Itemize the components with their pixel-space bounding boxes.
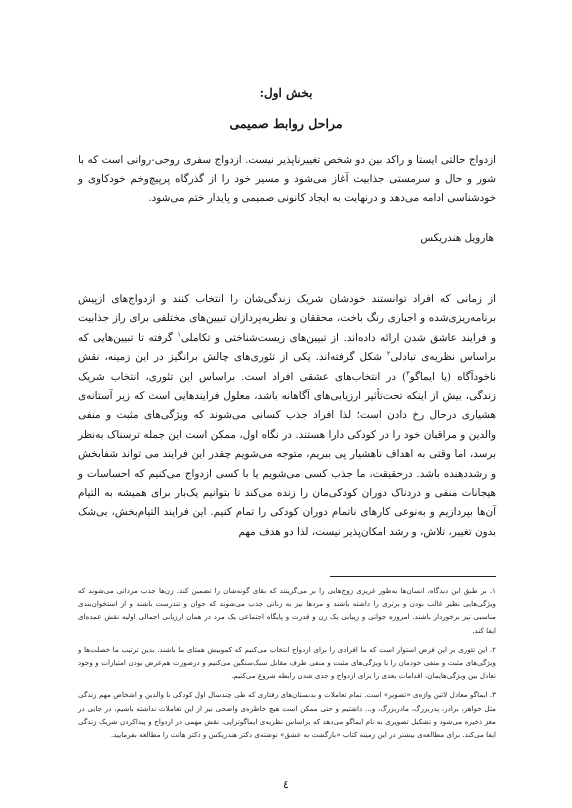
intro-paragraph: ازدواج حالتی ایستا و راکد بین دو شخص تغییرناپذیر نیست. ازدواج سفری روحی-روانی است که با شور و حال و سرمستی جذابیت آغاز می‌شود و مسیر خود را از گذرگاه پرپیچ‌وخم خودکاوی و خودشناسی ادامه می‌دهد و درنهایت به ایجاد کانونی صمیمی و پایدار ختم می‌شود. [78, 154, 496, 204]
footnote-2: ۲. این تئوری بر این فرض استوار است که ما افرادی را برای ازدواج انتخاب می‌کنیم که کموبیش همتای ما باشند. بدین ترتیب ما خصلت‌ها و ویژگی‌های مثبت و منفی خودمان را با ویژگی‌های مثبت و منفی طرف مقابل سبک‌سنگین می‌کنیم و درصورت هم‌عرض بودن امتیازات و وجود تعادل بین ویژگی‌هایمان، اقدامات بعدی را برای ازدواج و جدی شدن رابطه شروع می‌کنیم. [78, 644, 496, 681]
footnote-3: ۳. ایماگو معادل لاتین واژه‌ی «تصویر» است. تمام تعاملات و بدبستان‌های رفتاری که طی چندسال اول کودکی با والدین و اشخاص مهم زندگی مثل خواهر، برادر، پدربزرگ، مادربزرگ، و... داشتیم و حتی ممکن است هیچ خاطره‌ی واضحی نیز از این تعاملات نداشته باشیم، در جایی در مغز ذخیره می‌شود و تشکیل تصویری به نام ایماگو می‌دهد که براساس نظریه‌ی ایماگوتراپی، نقش مهمی در ازدواج و پیداکردن شریک زندگی ایفا می‌کند. برای مطالعه‌ی بیشتر در این زمینه کتاب «بازگشت به عشق» نوشته‌ی دکتر هندریکس و دکتر هانت را مطالعه بفرمایید. [78, 690, 496, 740]
intro-quote [78, 151, 496, 208]
body-text-part-1: از زمانی که افراد توانستند خودشان شریک زندگی‌شان را انتخاب کنند و ازدواج‌های ازپیش برنامه‌ریزی‌شده و اجباری رنگ باخت، محققان و نظریه‌پردازان تبیین‌های مختلفی برای راز جذابیت و فرایند عاشق شدن ارائه داده‌اند. از تبیین‌های زیست‌شناختی و تکاملی [78, 293, 496, 344]
section-label: بخش اول: [259, 86, 313, 100]
body-text [78, 290, 496, 542]
footnote-ref-1[interactable]: ۱ [177, 330, 181, 339]
footnote-ref-2[interactable]: ۲ [386, 349, 391, 358]
body-paragraph [78, 290, 496, 542]
footnote-1: ۱. بر طبق این دیدگاه، انسان‌ها به‌طور غریزی زوج‌هایی را بر می‌گزینند که بقای گونه‌شان را تضمین کند. زن‌ها جذب مردانی می‌شوند که ویژگی‌هایی نظیر غالب بودن و برتری را داشته باشند و مردها نیز به زنانی جذب می‌شوند که جوان و تندرست باشند و از استخوان‌بندی مناسبی نیز برخوردار باشند. امروزه جوانی و زیبایی یک زن و قدرت و پایگاه اجتماعی یک مرد در همان ارزیابی اجمالی اولیه نقش عمده‌ای ایفا کند. [78, 586, 496, 635]
footnote-ref-3[interactable]: ۳ [406, 369, 410, 378]
footnotes [78, 584, 496, 747]
quote-author: هارویل هندریکس [420, 232, 494, 244]
body-text-part-3: شکل گرفته‌اند. یکی از تئوری‌های چالش برانگیز در این زمینه، نقش ناخودآگاه (یا ایماگو [78, 351, 496, 383]
page-number: ٤ [283, 778, 289, 791]
footnote-divider [330, 576, 496, 577]
body-text-part-2: گرفته تا تبیین‌هایی که براساس نظریه‌ی تبادلی [78, 331, 496, 364]
section-title: مراحل روابط صمیمی [229, 116, 343, 131]
body-text-part-4: ) در انتخاب‌های عشقی افراد است. براساس این تئوری، انتخاب شریک زندگی، بیش از اینکه تحت‌تأثیر ارزیابی‌های آگاهانه باشد، معلول فرایندهایی است که زیر آستانه‌ی هشیاری درحال رخ دادن است؛ لذا افراد جذب کسانی می‌شوند که ویژگی‌های مثبت و منفی والدین و مراقبان خود را در کودکی دارا هستند. در نگاه اول، ممکن است این جمله ترسناک به‌نظر برسد، اما وقتی به اهداف ناهشیار پی ببریم، متوجه می‌شویم چقدر این فرایند می تواند شفابخش و رشددهنده باشد. درحقیقت، ما جذب کسی می‌شویم یا با کسی ازدواج می‌کنیم که احساسات و هیجانات منفی و دردناک دوران کودکی‌مان را زنده می‌کند تا بتوانیم یک‌بار برای همیشه به التیام آن‌ها بپردازیم و به‌نوعی کارهای ناتمام دوران کودکی را تمام کنیم. این فرایند التیام‌بخش، بی‌شک بدون تغییر، تلاش، و رشد امکان‌پذیر نیست، لذا دو هدف مهم [78, 370, 496, 538]
